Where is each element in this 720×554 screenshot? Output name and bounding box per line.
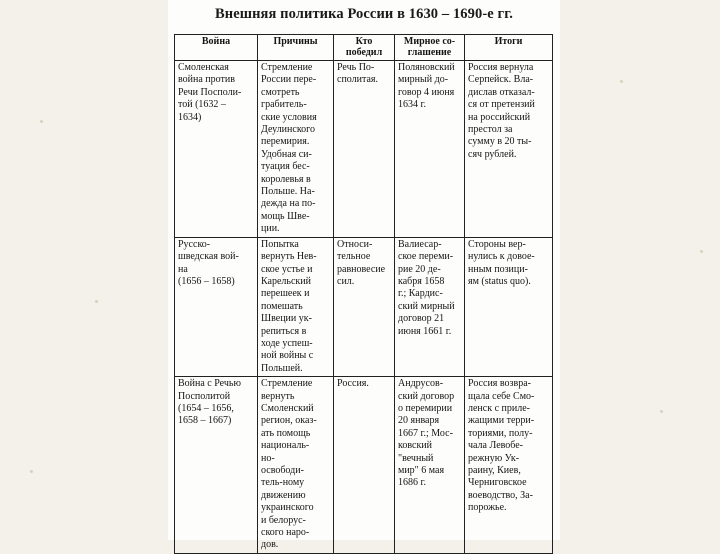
header-results: Итоги	[465, 35, 553, 61]
cell-peace: Андрусов- ский договор о перемирии 20 января 1667 г.; Мос- ковский "вечный мир" 6 мая 1686 г.	[395, 377, 465, 554]
document-title: Внешняя политика России в 1630 – 1690-е гг.	[214, 6, 514, 22]
cell-winner: Речь По- сполитая.	[334, 61, 395, 238]
cell-results: Стороны вер- нулись к довое- нным позици- ям (status quo).	[465, 237, 553, 376]
cell-causes: Стремление вернуть Смоленский регион, оказ- ать помощь националь- но- освободи- тель-ному движению украинского и белорус- ского наро- дов.	[258, 377, 334, 554]
foreign-policy-table	[174, 34, 553, 554]
table-row	[175, 61, 553, 238]
header-war: Война	[175, 35, 258, 61]
document-page	[168, 0, 560, 551]
cell-winner: Россия.	[334, 377, 395, 554]
cell-winner: Относи- тельное равновесие сил.	[334, 237, 395, 376]
table-row	[175, 377, 553, 554]
cell-peace: Поляновский мирный до- говор 4 июня 1634 г.	[395, 61, 465, 238]
table-header-row	[175, 35, 553, 61]
cell-results: Россия возвра- щала себе Смо- ленск с прилe- жащими терри- ториями, полу- чала Левобе- режную Ук- раину, Киев, Черниговское воеводство, За- порожье.	[465, 377, 553, 554]
cell-war: Смоленская война против Речи Посполи- той (1632 – 1634)	[175, 61, 258, 238]
header-winner: Кто победил	[334, 35, 395, 61]
cell-results: Россия вернула Серпейск. Вла- дислав отказал- ся от претензий на российский престол за сумму в 20 ты- сяч рублей.	[465, 61, 553, 238]
cell-peace: Валиесар- ское переми- рие 20 де- кабря 1658 г.; Кардис- ский мирный договор 21 июня 1661 г.	[395, 237, 465, 376]
cell-causes: Попытка вернуть Нев- ское устье и Карельский перешеек и помешать Швеции ук- репиться в ходе успеш- ной войны с Польшей.	[258, 237, 334, 376]
cell-war: Война с Речью Посполитой (1654 – 1656, 1658 – 1667)	[175, 377, 258, 554]
header-causes: Причины	[258, 35, 334, 61]
table-row	[175, 237, 553, 376]
header-peace: Мирное со- глашение	[395, 35, 465, 61]
cell-causes: Стремление России пере- смотреть грабитель- ские условия Деулинского перемирия. Удобная си- туация бес- королевья в Польше. На- дежда на по- мощь Шве- ции.	[258, 61, 334, 238]
cell-war: Русско- шведская вой- на (1656 – 1658)	[175, 237, 258, 376]
